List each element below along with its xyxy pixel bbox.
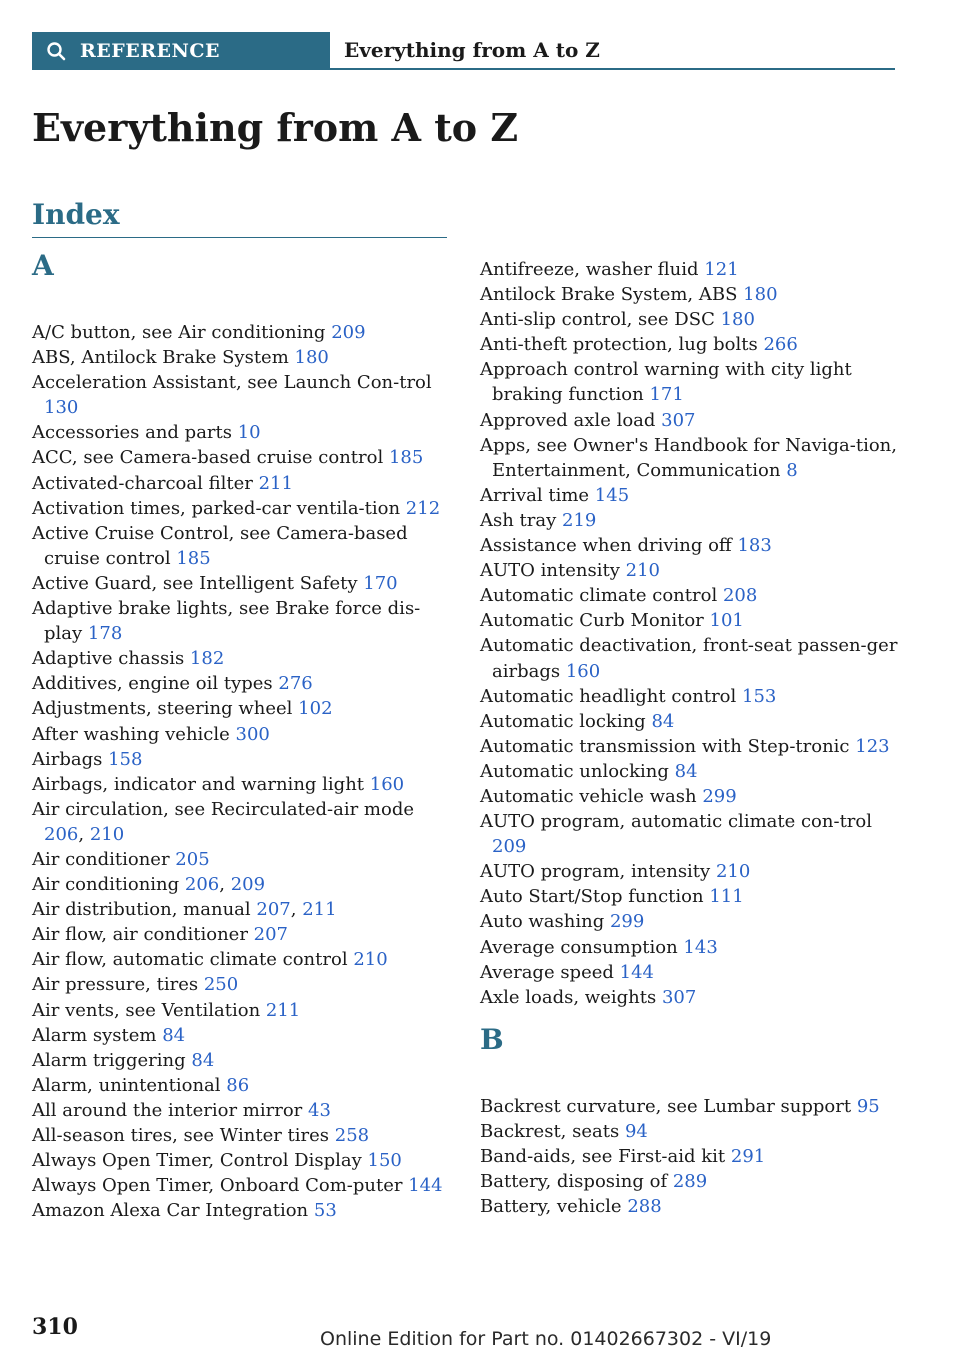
index-entry <box>480 483 900 508</box>
index-entry-text: Air circulation, see Recirculated-air mode <box>32 798 415 820</box>
index-entry-text: Anti-slip control, see DSC <box>480 309 715 331</box>
page-link[interactable]: 207 <box>253 924 289 946</box>
index-entry <box>480 533 900 558</box>
index-entry <box>32 1148 452 1173</box>
index-entry-text: Active Guard, see Intelligent Safety <box>32 572 358 594</box>
index-entry <box>32 972 452 997</box>
index-entry-text: Auto Start/Stop function <box>480 886 704 908</box>
index-entry <box>480 357 900 407</box>
index-entry-text: Air pressure, tires <box>32 974 199 996</box>
index-entry: Air circulation, see Recirculated-air mode 206, 210 <box>32 798 415 845</box>
index-entry-text: Air conditioning <box>32 874 180 896</box>
index-entry-text: Automatic climate control <box>480 585 718 607</box>
index-entry <box>480 433 900 483</box>
index-entry-text: Alarm system <box>32 1024 157 1046</box>
index-entry <box>480 884 900 909</box>
page-link[interactable]: 211 <box>302 899 337 921</box>
index-entry <box>32 947 452 972</box>
page-link[interactable]: 123 <box>855 735 890 757</box>
index-entry <box>480 784 900 809</box>
index-entry-text: ACC, see Camera-based cruise control <box>32 447 384 469</box>
index-entry-text: Accessories and parts <box>32 422 232 444</box>
index-entry <box>480 307 900 332</box>
index-entry-text: Auto washing <box>480 911 605 933</box>
index-entry <box>32 696 452 721</box>
index-entry <box>480 985 900 1010</box>
index-entry-text: Adaptive brake lights, see Brake force dis-play <box>32 598 421 645</box>
index-entry-text: Automatic transmission with Step-tronic <box>480 735 850 757</box>
index-entry-text: ABS, Antilock Brake System <box>32 347 289 369</box>
page-link[interactable]: 43 <box>308 1099 331 1121</box>
page-link[interactable]: 206 <box>184 874 220 896</box>
page-link[interactable]: 180 <box>743 284 778 306</box>
index-entry <box>480 935 900 960</box>
page-link[interactable]: 307 <box>661 986 697 1008</box>
index-entry-text: Band-aids, see First-aid kit <box>480 1146 726 1167</box>
page-title: Everything from A to Z <box>32 105 519 150</box>
index-entry-text: Air vents, see Ventilation <box>32 999 261 1021</box>
page-link[interactable]: 95 <box>856 1095 880 1117</box>
index-entry <box>480 1144 900 1169</box>
index-entry-text: Activation times, parked-car ventila-tion <box>32 497 401 519</box>
page-link[interactable]: 185 <box>388 447 424 469</box>
page-link[interactable]: 53 <box>313 1200 337 1222</box>
index-entry <box>32 1023 452 1048</box>
index-entry <box>32 922 452 947</box>
index-column-2 <box>480 257 900 1219</box>
page-link[interactable]: 219 <box>562 509 597 531</box>
index-entry-text: After washing vehicle <box>32 723 230 745</box>
page-link[interactable]: 212 <box>405 497 441 519</box>
index-entry <box>32 521 452 571</box>
page-link[interactable]: 258 <box>334 1125 370 1146</box>
page-link[interactable]: 121 <box>704 259 739 280</box>
index-entry <box>32 496 452 521</box>
page-link[interactable]: 250 <box>203 974 239 996</box>
index-entry-text: AUTO program, automatic climate con-trol <box>480 811 873 833</box>
index-entry <box>32 1073 452 1098</box>
letter-heading-a: A <box>32 249 54 282</box>
index-entry <box>480 332 900 357</box>
page-number: 310 <box>32 1314 78 1340</box>
search-icon <box>46 41 66 61</box>
page-link[interactable]: 144 <box>408 1175 443 1197</box>
index-entry-text: Air distribution, manual <box>32 899 251 921</box>
page-link[interactable]: 153 <box>742 685 777 707</box>
index-entry <box>32 445 452 470</box>
index-entry-text: Automatic locking <box>480 710 646 732</box>
index-entry-text: Automatic Curb Monitor <box>480 610 704 632</box>
page-link[interactable]: 171 <box>649 384 684 406</box>
page-link[interactable]: 185 <box>176 547 211 569</box>
page-link[interactable]: 8 <box>786 459 798 481</box>
page-link[interactable]: 143 <box>683 936 718 958</box>
page-link[interactable]: 210 <box>715 861 751 883</box>
index-entry <box>480 734 900 759</box>
index-entry <box>480 1169 900 1194</box>
index-entry-text: Always Open Timer, Control Display <box>32 1150 362 1172</box>
index-entry <box>480 1094 900 1119</box>
index-entry-text: Antifreeze, washer fluid <box>480 259 699 280</box>
page-link[interactable]: 84 <box>651 710 675 732</box>
header-section-label: REFERENCE <box>80 40 220 62</box>
index-entry <box>32 471 452 496</box>
section-title: Index <box>32 198 447 238</box>
page-link[interactable]: 86 <box>226 1074 250 1096</box>
page-link[interactable]: 84 <box>162 1024 186 1046</box>
index-entry-text: Always Open Timer, Onboard Com-puter <box>32 1175 403 1197</box>
index-entry <box>32 1123 452 1148</box>
index-entry <box>32 1198 452 1223</box>
index-entry: Air distribution, manual 207, 211 <box>32 899 337 921</box>
index-entry-text: Ash tray <box>480 509 557 531</box>
page-link[interactable]: 211 <box>258 472 293 494</box>
index-entry-text: Arrival time <box>480 484 590 506</box>
page-link[interactable]: 94 <box>624 1120 648 1142</box>
index-entry <box>480 1119 900 1144</box>
index-entry-text: Amazon Alexa Car Integration <box>32 1200 309 1222</box>
index-entry-text: Adaptive chassis <box>32 648 185 670</box>
index-entry <box>480 759 900 784</box>
index-entry-text: A/C button, see Air conditioning <box>32 322 326 343</box>
page-link[interactable]: 183 <box>737 535 772 557</box>
index-entry-text: AUTO intensity <box>480 560 620 582</box>
index-entry <box>480 508 900 533</box>
index-entry <box>32 671 452 696</box>
index-entry <box>480 558 900 583</box>
index-list-a-part2 <box>480 257 900 1010</box>
index-entry <box>32 772 452 797</box>
index-entry <box>480 408 900 433</box>
index-entry <box>32 646 452 671</box>
index-entry <box>480 684 900 709</box>
page-link[interactable]: 160 <box>369 773 405 795</box>
index-entry-text: Automatic vehicle wash <box>480 785 697 807</box>
page-link[interactable]: 288 <box>627 1196 662 1218</box>
page-link[interactable]: 182 <box>189 648 225 670</box>
index-entry-text: Active Cruise Control, see Camera-based cruise control <box>32 522 408 569</box>
index-entry <box>480 608 900 633</box>
index-entry-text: Alarm triggering <box>32 1049 186 1071</box>
index-entry-text: Approved axle load <box>480 409 656 431</box>
index-entry-text: All around the interior mirror <box>32 1099 303 1121</box>
page-link[interactable]: 206 <box>44 823 79 845</box>
index-entry-text: Apps, see Owner's Handbook for Naviga-tion, Entertainment, Communication <box>480 434 897 481</box>
index-entry <box>480 859 900 884</box>
header-section-tab <box>32 32 330 70</box>
letter-heading-b: B <box>480 1022 504 1056</box>
page-link[interactable]: 210 <box>89 823 125 845</box>
index-column-1 <box>32 250 452 1223</box>
page-link[interactable]: 289 <box>672 1171 708 1193</box>
index-list-a-part1 <box>32 320 452 1223</box>
index-entry <box>480 633 900 683</box>
index-entry-text: Automatic unlocking <box>480 760 669 782</box>
index-entry <box>32 571 452 596</box>
page-link[interactable]: 276 <box>278 673 313 695</box>
footer-edition: Online Edition for Part no. 01402667302 - VI/19 <box>320 1328 772 1350</box>
index-list-b <box>480 1094 900 1219</box>
index-entry <box>32 420 452 445</box>
page-link[interactable]: 102 <box>298 698 333 720</box>
page-link[interactable]: 160 <box>565 660 601 682</box>
index-entry-text: Additives, engine oil types <box>32 673 273 695</box>
index-entry-text: Airbags, indicator and warning light <box>32 773 365 795</box>
index-entry <box>32 320 452 345</box>
index-entry <box>480 1194 900 1219</box>
page-link[interactable]: 307 <box>661 409 696 431</box>
page-link[interactable]: 145 <box>594 484 630 506</box>
page-link[interactable]: 209 <box>230 874 266 896</box>
index-entry <box>32 1048 452 1073</box>
index-entry-text: Automatic deactivation, front-seat passen-ger airbags <box>480 635 898 682</box>
page-link[interactable]: 178 <box>87 623 123 645</box>
page-link[interactable]: 170 <box>363 572 398 594</box>
page-link[interactable]: 300 <box>235 723 270 745</box>
page-link[interactable]: 130 <box>44 397 79 419</box>
index-entry <box>480 583 900 608</box>
index-entry-text: Adjustments, steering wheel <box>32 698 293 720</box>
index-entry-text: Backrest curvature, see Lumbar support <box>480 1095 852 1117</box>
index-entry <box>32 370 452 420</box>
page-link[interactable]: 291 <box>730 1146 766 1167</box>
index-entry <box>32 1098 452 1123</box>
index-entry-text: All-season tires, see Winter tires <box>32 1125 330 1146</box>
index-entry-text: Antilock Brake System, ABS <box>480 284 738 306</box>
index-entry <box>32 847 452 872</box>
index-entry <box>32 722 452 747</box>
index-entry-text: Average speed <box>480 961 614 983</box>
header-chapter-title: Everything from A to Z <box>344 38 600 62</box>
index-entry-text: Acceleration Assistant, see Launch Con-trol <box>32 372 432 394</box>
index-entry-text: Backrest, seats <box>480 1120 620 1142</box>
page-link[interactable]: 84 <box>191 1049 215 1071</box>
index-entry-text: Average consumption <box>480 936 678 958</box>
page-link[interactable]: 299 <box>609 911 645 933</box>
page-link[interactable]: 210 <box>625 560 660 582</box>
page-link[interactable]: 209 <box>492 836 527 858</box>
index-entry-text: Air conditioner <box>32 848 170 870</box>
index-entry <box>32 747 452 772</box>
index-entry-text: Alarm, unintentional <box>32 1074 221 1096</box>
page-link[interactable]: 180 <box>294 347 329 369</box>
index-entry <box>480 282 900 307</box>
index-entry <box>480 960 900 985</box>
index-entry <box>32 1173 452 1198</box>
index-entry-text: Axle loads, weights <box>480 986 657 1008</box>
index-entry-text: Automatic headlight control <box>480 685 737 707</box>
page-link[interactable]: 266 <box>763 334 798 356</box>
page-link[interactable]: 101 <box>709 610 744 632</box>
page-link[interactable]: 207 <box>256 899 291 921</box>
page-link[interactable]: 84 <box>674 760 698 782</box>
page-link[interactable]: 209 <box>331 322 366 343</box>
page-link[interactable]: 111 <box>709 886 744 908</box>
page-link[interactable]: 211 <box>265 999 301 1021</box>
index-entry <box>480 909 900 934</box>
index-entry <box>480 257 900 282</box>
index-entry: Air conditioning 206, 209 <box>32 874 266 896</box>
page-link[interactable]: 208 <box>722 585 758 607</box>
header-chapter <box>330 32 895 70</box>
page-link[interactable]: 180 <box>720 309 755 331</box>
page-link[interactable]: 10 <box>237 422 261 444</box>
index-entry-text: Activated-charcoal filter <box>32 472 253 494</box>
page-link[interactable]: 210 <box>353 949 388 971</box>
index-entry-text: Air flow, air conditioner <box>32 924 248 946</box>
page-link[interactable]: 150 <box>367 1150 402 1172</box>
index-entry-text: Assistance when driving off <box>480 535 732 557</box>
index-entry <box>32 345 452 370</box>
page-link[interactable]: 205 <box>175 848 210 870</box>
page-link[interactable]: 158 <box>108 748 143 770</box>
index-entry-text: Anti-theft protection, lug bolts <box>480 334 758 356</box>
page-link[interactable]: 299 <box>702 785 737 807</box>
index-entry <box>32 998 452 1023</box>
index-entry-text: Battery, disposing of <box>480 1171 668 1193</box>
index-entry-text: AUTO program, intensity <box>480 861 711 883</box>
index-entry-text: Airbags <box>32 748 103 770</box>
index-entry-text: Approach control warning with city light braking function <box>480 359 852 406</box>
index-entry <box>480 709 900 734</box>
index-entry-text: Battery, vehicle <box>480 1196 622 1218</box>
page-link[interactable]: 144 <box>619 961 655 983</box>
index-entry-text: Air flow, automatic climate control <box>32 949 348 971</box>
index-entry <box>32 596 452 646</box>
index-entry <box>480 809 900 859</box>
